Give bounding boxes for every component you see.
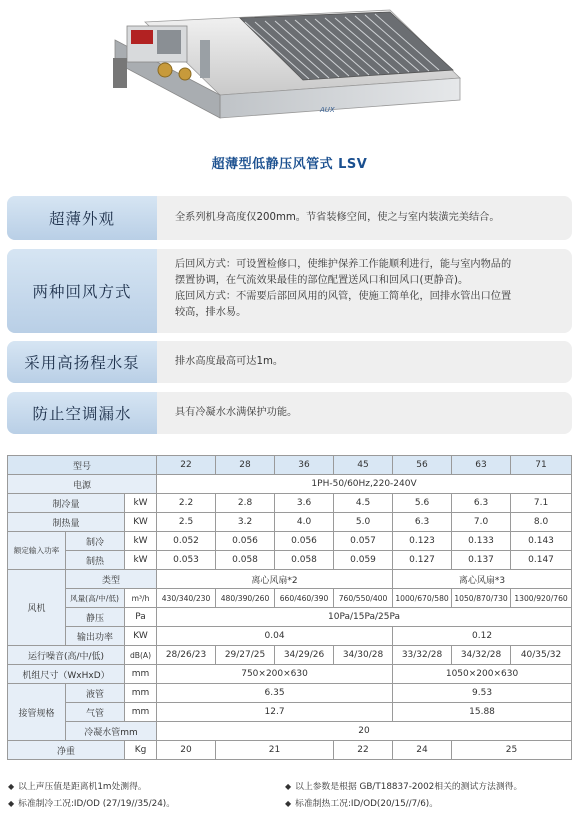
feature-line: 较高，排水易。 [175,307,247,318]
bullet: ◆ [8,799,15,808]
cell-value: 5.6 [393,494,452,513]
cell-value: 7.1 [511,494,572,513]
feature-text [175,249,560,333]
cell-unit: kW [125,494,157,513]
cell-unit: kW [125,532,157,551]
cell-model: 45 [334,456,393,475]
cell-unit: m³/h [125,589,157,608]
cell-value: 0.057 [334,532,393,551]
table-row [8,627,572,646]
cell-value: 34/32/28 [452,646,511,665]
cell-value: 480/390/260 [216,589,275,608]
cell-value: 12.7 [157,703,393,722]
svg-text:AUX: AUX [320,106,335,114]
cell-value: 0.052 [157,532,216,551]
cell-label: 液管 [66,684,125,703]
cell-value: 离心风扇*3 [393,570,572,589]
feature-line: 后回风方式：可设置检修口，使维护保养工作能顺利进行，能与室内物品的 [175,259,512,270]
cell-value: 21 [216,741,334,760]
cell-value: 0.12 [393,627,572,646]
cell-value: 离心风扇*2 [157,570,393,589]
table-row [8,722,572,741]
footnote [8,779,147,792]
cell-unit: Pa [125,608,157,627]
cell-value: 24 [393,741,452,760]
cell-value: 0.123 [393,532,452,551]
footnote [8,796,175,809]
cell-value: 10Pa/15Pa/25Pa [157,608,572,627]
feature-text: 排水高度最高可达1m。 [175,356,284,367]
cell-unit: Kg [125,741,157,760]
table-row [8,513,572,532]
cell-unit: dB(A) [125,646,157,665]
cell-unit: kW [125,551,157,570]
cell-value: 0.04 [157,627,393,646]
cell-value: 0.059 [334,551,393,570]
cell-model-label: 型号 [8,456,157,475]
table-row [8,703,572,722]
cell-value: 3.2 [216,513,275,532]
table-row [8,589,572,608]
cell-label: 风量(高/中/低) [66,589,125,608]
cell-label: 机组尺寸（WxHxD） [8,665,125,684]
feature-slim-design [7,196,572,240]
cell-value: 0.137 [452,551,511,570]
cell-value: 0.058 [275,551,334,570]
cell-model: 71 [511,456,572,475]
feature-leak-protection [7,392,572,434]
footnote [285,796,438,809]
cell-value: 0.056 [216,532,275,551]
cell-value: 760/550/400 [334,589,393,608]
cell-label: 额定输入功率 [8,532,66,570]
cell-value: 29/27/25 [216,646,275,665]
table-row [8,475,572,494]
cell-label: 制热 [66,551,125,570]
table-row [8,646,572,665]
cell-value: 40/35/32 [511,646,572,665]
cell-unit: mm [125,703,157,722]
cell-value: 0.133 [452,532,511,551]
feature-return-air [7,249,572,333]
table-row [8,570,572,589]
bullet: ◆ [285,782,292,791]
cell-value: 0.053 [157,551,216,570]
feature-line: 底回风方式：不需要后部回风用的风管，使施工简单化，回排水管出口位置 [175,291,512,302]
cell-value: 4.0 [275,513,334,532]
cell-value: 20 [157,722,572,741]
cell-value: 9.53 [393,684,572,703]
cell-unit: mm [125,684,157,703]
cell-value: 2.8 [216,494,275,513]
cell-value: 6.35 [157,684,393,703]
table-row [8,456,572,475]
cell-value: 28/26/23 [157,646,216,665]
cell-unit: KW [125,513,157,532]
cell-model: 28 [216,456,275,475]
cell-value: 0.058 [216,551,275,570]
feature-label: 采用高扬程水泵 [7,341,157,383]
cell-value: 0.143 [511,532,572,551]
cell-value: 2.5 [157,513,216,532]
bullet: ◆ [8,782,15,791]
footnote-text: 标准制热工况:ID/OD(20/15//7/6)。 [295,799,439,809]
feature-label: 两种回风方式 [7,249,157,333]
cell-value: 33/32/28 [393,646,452,665]
cell-model: 56 [393,456,452,475]
footnote-text: 标准制冷工况:ID/OD (27/19//35/24)。 [18,799,176,809]
cell-label: 制热量 [8,513,125,532]
cell-value: 7.0 [452,513,511,532]
cell-label: 净重 [8,741,125,760]
table-row [8,741,572,760]
cell-value: 3.6 [275,494,334,513]
feature-label: 超薄外观 [7,196,157,240]
table-row [8,494,572,513]
feature-label: 防止空调漏水 [7,392,157,434]
cell-value: 430/340/230 [157,589,216,608]
cell-value: 15.88 [393,703,572,722]
feature-line: 摆置协调，在气流效果最佳的部位配置送风口和回风口(更静音)。 [175,275,469,286]
cell-label: 接管规格 [8,684,66,741]
cell-value: 2.2 [157,494,216,513]
cell-value: 6.3 [393,513,452,532]
cell-value: 34/30/28 [334,646,393,665]
cell-value: 750×200×630 [157,665,393,684]
cell-label: 冷凝水管mm [66,722,157,741]
cell-label: 运行噪音(高/中/低) [8,646,125,665]
cell-value: 660/460/390 [275,589,334,608]
feature-text: 全系列机身高度仅200mm。节省装修空间，使之与室内装潢完美结合。 [175,212,500,223]
product-title: 超薄型低静压风管式 LSV [211,157,368,172]
footnote-text: 以上声压值是距离机1m处测得。 [18,782,147,792]
cell-label: 类型 [66,570,157,589]
cell-model: 63 [452,456,511,475]
cell-unit: mm [125,665,157,684]
cell-value: 1050/870/730 [452,589,511,608]
cell-value: 34/29/26 [275,646,334,665]
table-row [8,684,572,703]
cell-value: 1300/920/760 [511,589,572,608]
table-row [8,551,572,570]
cell-model: 36 [275,456,334,475]
footnote-text: 以上参数是根据 GB/T18837-2002相关的测试方法测得。 [295,782,523,792]
cell-label: 静压 [66,608,125,627]
cell-value: 22 [334,741,393,760]
cell-label: 电源 [8,475,157,494]
cell-value: 5.0 [334,513,393,532]
cell-label: 制冷量 [8,494,125,513]
spec-table [7,455,572,760]
cell-label: 输出功率 [66,627,125,646]
cell-label: 制冷 [66,532,125,551]
cell-value: 20 [157,741,216,760]
product-image [105,0,470,148]
cell-value: 25 [452,741,572,760]
cell-label: 气管 [66,703,125,722]
cell-value: 6.3 [452,494,511,513]
cell-value: 1PH-50/60Hz,220-240V [157,475,572,494]
feature-pump [7,341,572,383]
cell-value: 0.147 [511,551,572,570]
cell-value: 0.056 [275,532,334,551]
cell-value: 8.0 [511,513,572,532]
cell-value: 0.127 [393,551,452,570]
cell-value: 1050×200×630 [393,665,572,684]
cell-value: 4.5 [334,494,393,513]
cell-label: 风机 [8,570,66,646]
feature-text: 具有冷凝水水满保护功能。 [175,407,298,418]
cell-model: 22 [157,456,216,475]
table-row [8,532,572,551]
table-row [8,608,572,627]
table-row [8,665,572,684]
cell-value: 1000/670/580 [393,589,452,608]
cell-unit: KW [125,627,157,646]
footnote [285,779,522,792]
bullet: ◆ [285,799,292,808]
